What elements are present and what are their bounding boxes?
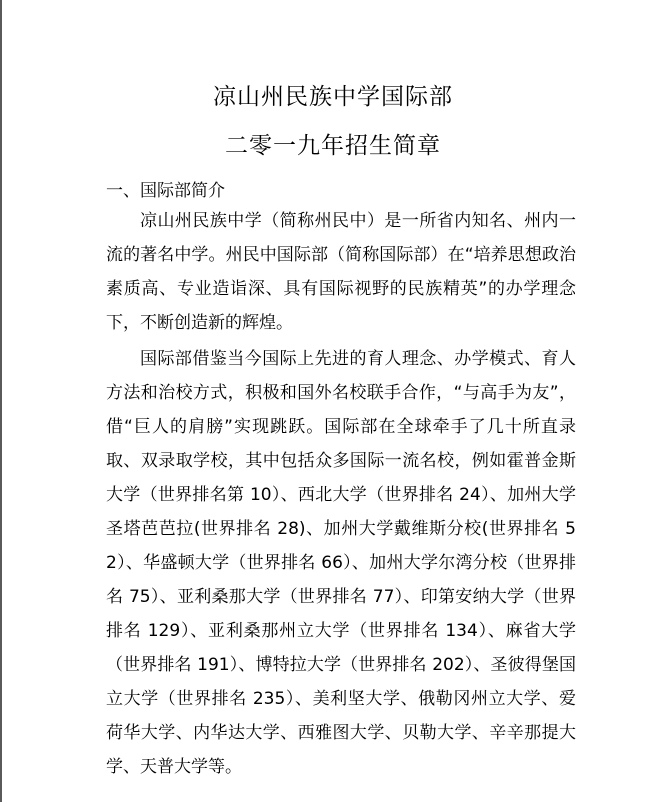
paragraph-intro: 凉山州民族中学（简称州民中）是一所省内知名、州内一流的著名中学。州民中国际部（简称国际部）在“培养思想政治素质高、专业造诣深、具有国际视野的民族精英”的办学理念下，不断创造新的辉煌。	[106, 211, 576, 333]
document-title: 凉山州民族中学国际部	[213, 84, 453, 110]
paragraph-partners: 国际部借鉴当今国际上先进的育人理念、办学模式、育人方法和治校方式，积极和国外名校联手合作，“与高手为友”，借“巨人的肩膀”实现跳跃。国际部在全球牵手了几十所直录取、双录取学校，其中包括众多国际一流名校，例如霍普金斯大学（世界排名第 10）、西北大学（世界排名 24）、加州大学圣塔芭芭拉(世界排名 28)、加州大学戴维斯分校(世界排名 52）、华盛顿大学（世界排名 66）、加州大学尔湾分校（世界排名 75）、亚利桑那大学（世界排名 77）、印第安纳大学（世界排名 129）、亚利桑那州立大学（世界排名 134）、麻省大学（世界排名 191）、博特拉大学（世界排名 202）、圣彼得堡国立大学（世界排名 235）、美利坚大学、俄勒冈州立大学、爱荷华大学、内华达大学、西雅图大学、贝勒大学、辛辛那提大学、天普大学等。	[106, 349, 576, 777]
document-subtitle: 二零一九年招生简章	[225, 133, 441, 159]
section-heading: 一、国际部简介	[106, 181, 225, 201]
